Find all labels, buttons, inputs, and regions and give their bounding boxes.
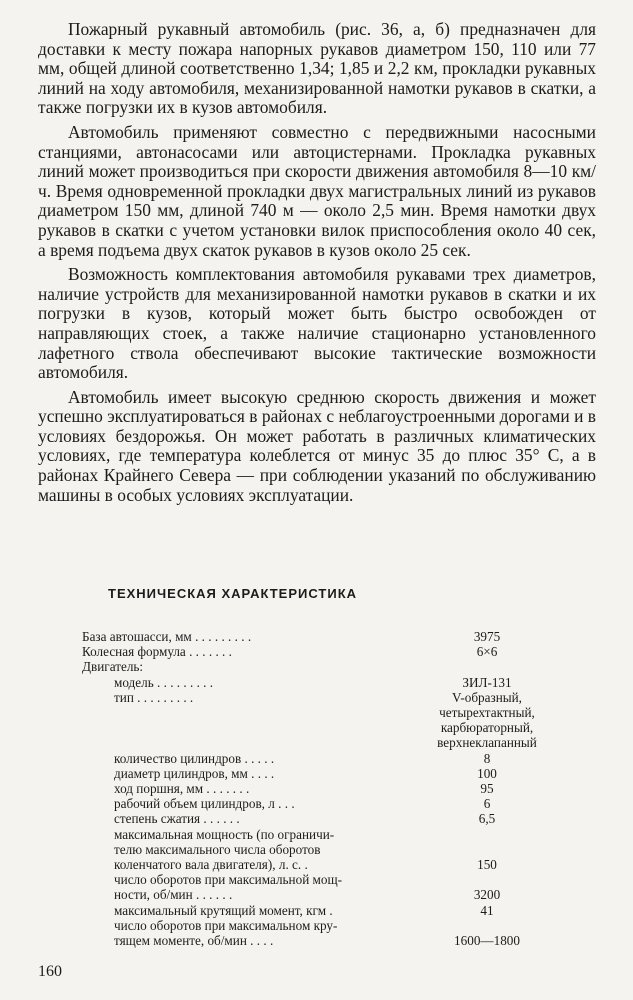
paragraph: Автомобиль применяют совместно с передвижными насосными станциями, автонасосами или автоцистернами. Прокладка рукавных линий может производиться при скорости движения автомобиля 8—10 км/ч. Время одновременной прокладки двух магистральных линий из рукавов диаметром 150 мм, длиной 740 м — около 2,5 мин. Время намотки двух рукавов в скатки с учетом установки вилок приспособления около 40 сек, а время подъема двух скаток рукавов в кузов около 25 сек. bbox=[38, 121, 596, 260]
page-number: 160 bbox=[38, 963, 62, 980]
spec-label: модель . . . . . . . . . bbox=[114, 674, 214, 690]
spec-label: Двигатель: bbox=[82, 659, 144, 675]
spec-value: 6,5 bbox=[478, 811, 496, 827]
spec-row bbox=[82, 690, 562, 751]
body-text bbox=[38, 20, 596, 510]
spec-value: 6 bbox=[483, 796, 491, 812]
spec-label: ход поршня, мм . . . . . . . bbox=[114, 781, 250, 797]
specs-table bbox=[82, 629, 562, 948]
spec-row bbox=[82, 766, 562, 781]
spec-row bbox=[82, 796, 562, 811]
spec-row bbox=[82, 659, 562, 674]
spec-label: диаметр цилиндров, мм . . . . bbox=[114, 765, 275, 781]
spec-value: 41 bbox=[480, 902, 494, 918]
spec-value: 6×6 bbox=[476, 644, 498, 660]
spec-label: рабочий объем цилиндров, л . . . bbox=[114, 796, 295, 812]
spec-value: 3200 bbox=[473, 887, 501, 903]
section-title: ТЕХНИЧЕСКАЯ ХАРАКТЕРИСТИКА bbox=[108, 586, 358, 601]
spec-row bbox=[82, 827, 562, 873]
paragraph: Пожарный рукавный автомобиль (рис. 36, а, б) предназначен для доставки к месту пожара напорных рукавов диаметром 150, 110 или 77 мм, общей длиной соответственно 1,34; 1,85 и 2,2 км, прокладки рукавных линий на ходу автомобиля, механизированной намотки рукавов в скатки, а также погрузки их в кузов автомобиля. bbox=[38, 19, 596, 118]
spec-label: Колесная формула . . . . . . . bbox=[82, 644, 232, 660]
spec-label: число оборотов при максимальном кру- тящем моменте, об/мин . . . . bbox=[114, 917, 338, 949]
spec-label: количество цилиндров . . . . . bbox=[114, 750, 275, 766]
spec-row bbox=[82, 903, 562, 918]
spec-label: степень сжатия . . . . . . bbox=[114, 811, 240, 827]
spec-row bbox=[82, 811, 562, 826]
spec-row bbox=[82, 675, 562, 690]
spec-label: максимальная мощность (по ограничи- телю максимального числа оборотов коленчатого вала двигателя), л. с. . bbox=[114, 826, 335, 873]
spec-value: 150 bbox=[477, 857, 497, 873]
spec-value: ЗИЛ-131 bbox=[462, 674, 512, 690]
spec-label: число оборотов при максимальной мощ- ности, об/мин . . . . . . bbox=[114, 872, 343, 903]
spec-value: V-образный, четырехтактный, карбюраторный, верхнеклапанный bbox=[437, 689, 537, 751]
spec-row bbox=[82, 751, 562, 766]
spec-row bbox=[82, 629, 562, 644]
spec-label: максимальный крутящий момент, кгм . bbox=[114, 902, 333, 918]
spec-value: 3975 bbox=[473, 629, 501, 644]
paragraph: Возможность комплектования автомобиля рукавами трех диаметров, наличие устройств для механизированной намотки рукавов в скатки и их погрузки в кузов, который может быть быстро освобожден от направляющих стоек, а также наличие стационарно установленного лафетного ствола обеспечивают высокие тактические возможности автомобиля. bbox=[38, 264, 596, 383]
spec-row bbox=[82, 644, 562, 659]
spec-label: тип . . . . . . . . . bbox=[114, 689, 194, 705]
spec-row bbox=[82, 781, 562, 796]
spec-value: 95 bbox=[480, 781, 494, 797]
paragraph: Автомобиль имеет высокую среднюю скорость движения и может успешно эксплуатироваться в районах с неблагоустроенными дорогами и в условиях бездорожья. Он может работать в различных климатических условиях, где температура колеблется от минус 35 до плюс 35° С, а в районах Крайнего Севера — при соблюдении указаний по обслуживанию машины в особых условиях эксплуатации. bbox=[38, 386, 596, 505]
spec-row bbox=[82, 872, 562, 902]
spec-value: 8 bbox=[483, 750, 491, 766]
spec-value: 100 bbox=[477, 765, 497, 781]
spec-value: 1600—1800 bbox=[454, 933, 520, 949]
spec-row bbox=[82, 918, 562, 948]
spec-label: База автошасси, мм . . . . . . . . . bbox=[82, 629, 252, 644]
